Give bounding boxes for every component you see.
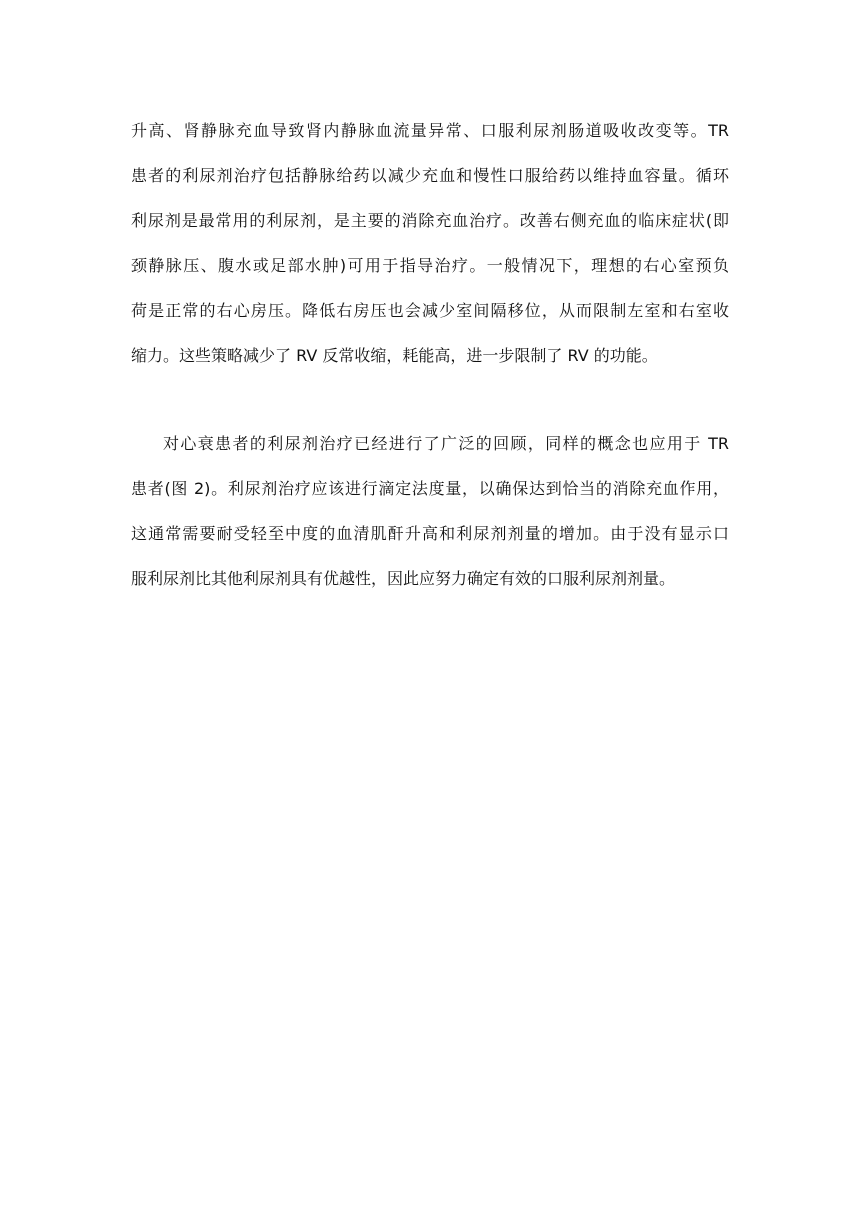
- text-line: 升高、肾静脉充血导致肾内静脉血流量异常、口服利尿剂肠道吸收改变等。TR: [131, 121, 729, 140]
- paragraph-2: [131, 421, 729, 601]
- text-line: 患者(图 2)。利尿剂治疗应该进行滴定法度量，以确保达到恰当的消除充血作用，: [131, 479, 729, 498]
- text-line: 缩力。这些策略减少了 RV 反常收缩，耗能高，进一步限制了 RV 的功能。: [131, 346, 658, 365]
- text-line: 荷是正常的右心房压。降低右房压也会减少室间隔移位，从而限制左室和右室收: [131, 301, 729, 320]
- text-line: 对心衰患者的利尿剂治疗已经进行了广泛的回顾，同样的概念也应用于 TR: [163, 434, 729, 453]
- text-line: 服利尿剂比其他利尿剂具有优越性，因此应努力确定有效的口服利尿剂剂量。: [131, 569, 676, 588]
- text-line: 颈静脉压、腹水或足部水肿)可用于指导治疗。一般情况下，理想的右心室预负: [131, 256, 729, 275]
- text-line: 这通常需要耐受轻至中度的血清肌酐升高和利尿剂剂量的增加。由于没有显示口: [131, 524, 729, 543]
- text-line: 利尿剂是最常用的利尿剂，是主要的消除充血治疗。改善右侧充血的临床症状(即: [131, 211, 729, 230]
- paragraph-1: [131, 108, 729, 378]
- text-line: 患者的利尿剂治疗包括静脉给药以减少充血和慢性口服给药以维持血容量。循环: [131, 166, 729, 185]
- document-page: [131, 108, 729, 601]
